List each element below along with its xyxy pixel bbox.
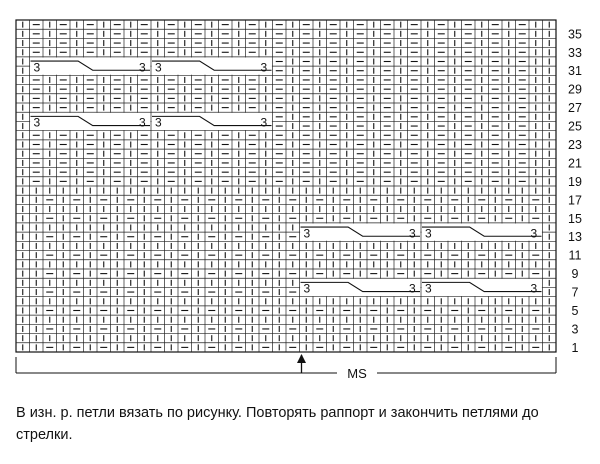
cable-count-label: 3: [530, 226, 538, 241]
cable-count-label: 3: [303, 226, 311, 241]
cable-count-label: 3: [260, 60, 268, 75]
cable-count-label: 3: [33, 60, 41, 75]
cable-count-label: 3: [155, 60, 162, 75]
row-number: 27: [568, 101, 582, 116]
row-number: 31: [568, 64, 582, 79]
cable-cell-bg: [30, 113, 150, 130]
row-number: 13: [568, 230, 582, 245]
cable-cell-bg: [30, 57, 150, 74]
cable-count-label: 3: [139, 60, 146, 75]
cable-cell-bg: [422, 223, 542, 240]
row-number: 5: [571, 304, 579, 318]
cable-cell-bg: [422, 279, 542, 296]
cable-cell-bg: [152, 113, 272, 130]
cable-count-label: 3: [425, 226, 432, 241]
row-number: 21: [568, 156, 582, 171]
cable-count-label: 3: [303, 281, 311, 296]
row-number: 17: [568, 193, 582, 208]
row-number: 29: [568, 82, 582, 97]
arrow-head: [297, 354, 306, 363]
row-number-column: [568, 27, 582, 355]
row-number: 33: [568, 45, 582, 60]
row-number: 11: [568, 248, 582, 263]
cable-count-label: 3: [155, 115, 162, 130]
cable-cell-bg: [300, 279, 420, 296]
row-number: 19: [568, 174, 582, 189]
cable-cell-bg: [300, 223, 420, 240]
row-number: 7: [571, 285, 579, 300]
instruction-caption: В изн. р. петли вязать по рисунку. Повторять раппорт и закончить петлями до стрелки.: [16, 405, 539, 443]
row-number: 25: [568, 119, 582, 134]
cable-count-label: 3: [409, 226, 416, 241]
cable-count-label: 3: [260, 115, 268, 130]
end-stitch-arrow-icon: [297, 354, 306, 373]
cable-count-label: 3: [425, 281, 432, 296]
cable-count-label: 3: [139, 115, 146, 130]
row-number: 23: [568, 138, 582, 152]
repeat-label: MS: [347, 366, 367, 381]
repeat-indicator: [16, 354, 556, 381]
cable-count-label: 3: [409, 281, 416, 296]
row-number: 9: [571, 267, 579, 282]
row-number: 35: [568, 27, 582, 42]
row-number: 1: [571, 340, 579, 355]
row-number: 3: [571, 322, 579, 337]
cable-count-label: 3: [530, 281, 538, 296]
row-number: 15: [568, 211, 582, 226]
cable-count-label: 3: [33, 115, 41, 130]
cable-cell-bg: [152, 57, 272, 74]
